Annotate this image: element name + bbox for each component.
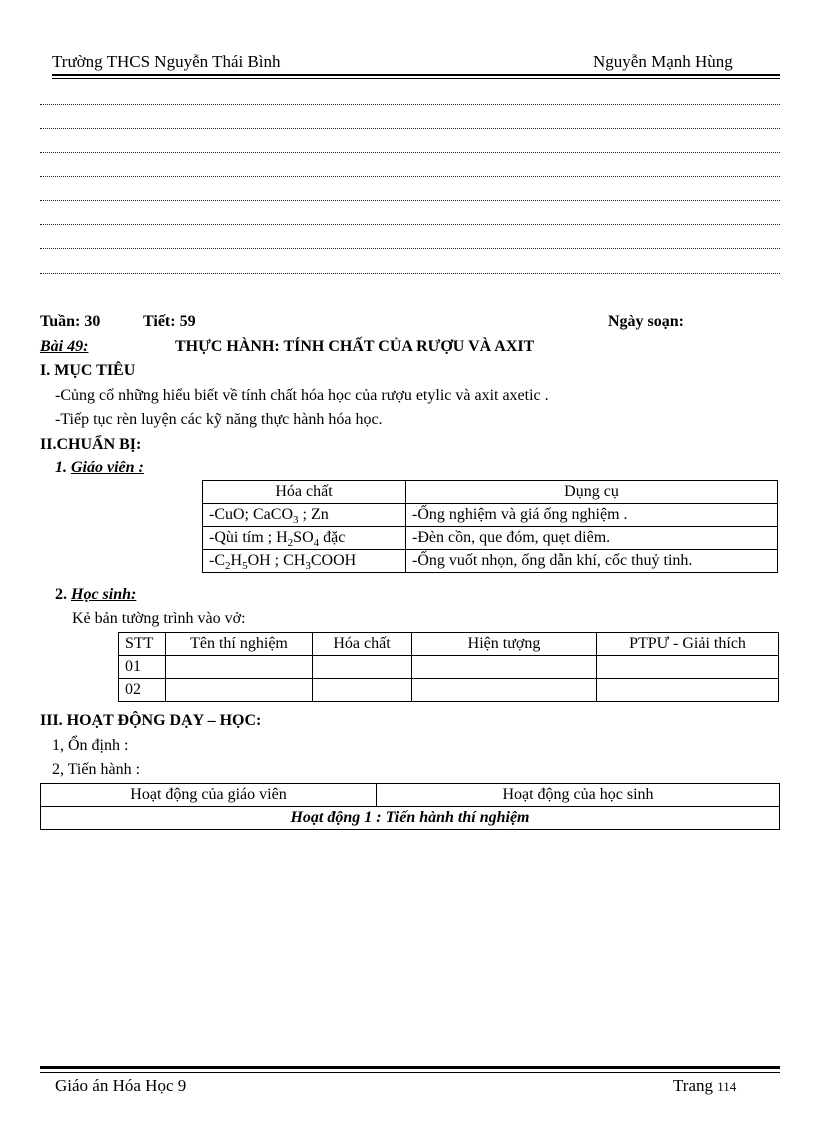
report-header-name: Tên thí nghiệm	[166, 633, 313, 656]
table-row	[203, 550, 778, 573]
activity-header-teacher: Hoạt động của giáo viên	[41, 784, 377, 807]
section1-heading: I. MỤC TIÊU	[40, 362, 136, 379]
week-label: Tuần: 30	[40, 313, 101, 330]
section3-heading: III. HOẠT ĐỘNG DẠY – HỌC:	[40, 712, 262, 729]
dotted-line	[40, 200, 780, 201]
activity-subheading: Hoạt động 1 : Tiến hành thí nghiệm	[41, 807, 780, 830]
report-cell	[412, 656, 597, 679]
student-num: 2.	[55, 586, 67, 603]
report-cell	[166, 679, 313, 702]
report-cell	[412, 679, 597, 702]
dotted-line	[40, 248, 780, 249]
table-row	[203, 527, 778, 550]
footer-page	[673, 1076, 736, 1096]
report-cell	[166, 656, 313, 679]
dotted-line	[40, 104, 780, 105]
section2-heading: II.CHUẨN BỊ:	[40, 436, 142, 453]
header-rule-thin	[52, 78, 780, 79]
report-header-explain: PTPƯ - Giải thích	[597, 633, 779, 656]
prep-header-tools: Dụng cụ	[406, 481, 778, 504]
lesson-code: Bài 49:	[40, 338, 89, 355]
table-row	[203, 504, 778, 527]
period-label: Tiết: 59	[143, 313, 196, 330]
header-rule	[52, 74, 780, 76]
dotted-line	[40, 128, 780, 129]
student-subheading	[55, 585, 136, 605]
dotted-line	[40, 273, 780, 274]
footer-rule	[40, 1066, 780, 1069]
report-header-chem: Hóa chất	[313, 633, 412, 656]
table-row	[119, 656, 779, 679]
footer-page-number: 114	[717, 1079, 737, 1094]
footer-title: Giáo án Hóa Học 9	[55, 1076, 187, 1095]
report-cell	[313, 679, 412, 702]
report-header-stt: STT	[119, 633, 166, 656]
prep-chem-cell: $-C_2H_5OH$ ; $CH_3COOH$	[203, 550, 406, 573]
prep-tools-cell: -Ống nghiệm và giá ống nghiệm .	[406, 504, 778, 527]
activity-header-student: Hoạt động của học sinh	[377, 784, 780, 807]
footer-page-label: Trang	[673, 1076, 713, 1095]
teacher-label: Giáo viên :	[71, 459, 144, 476]
objective-line: -Củng cố những hiểu biết về tính chất hóa học của rượu etylic và axit axetic .	[55, 387, 549, 404]
prep-table	[202, 480, 778, 573]
activity-table	[40, 783, 780, 830]
footer-rule-thin	[40, 1072, 780, 1073]
report-cell	[313, 656, 412, 679]
report-cell	[597, 679, 779, 702]
table-row	[119, 679, 779, 702]
teacher-subheading	[55, 458, 144, 478]
report-header-phenomenon: Hiện tượng	[412, 633, 597, 656]
student-label: Học sinh:	[71, 586, 137, 603]
header-school: Trường THCS Nguyễn Thái Bình	[52, 52, 281, 71]
header-author: Nguyễn Mạnh Hùng	[593, 52, 733, 71]
prep-chem-cell: -CuO; CaCO$_3$ ; Zn	[203, 504, 406, 527]
dotted-line	[40, 152, 780, 153]
report-cell	[597, 656, 779, 679]
student-note: Kẻ bản tường trình vào vở:	[72, 610, 246, 627]
prep-tools-cell: -Đèn cồn, que đóm, quẹt diêm.	[406, 527, 778, 550]
step-line: 1, Ổn định :	[52, 737, 129, 754]
step-line: 2, Tiến hành :	[52, 761, 141, 778]
teacher-num: 1.	[55, 459, 67, 476]
dotted-line	[40, 224, 780, 225]
prep-tools-cell: -Ống vuốt nhọn, ống dẫn khí, cốc thuỷ tinh.	[406, 550, 778, 573]
lesson-title: THỰC HÀNH: TÍNH CHẤT CỦA RƯỢU VÀ AXIT	[175, 338, 535, 355]
report-stt-cell: 02	[119, 679, 166, 702]
prep-chem-cell: -Qùi tím ; $H_2SO_4$ đặc	[203, 527, 406, 550]
dotted-line	[40, 176, 780, 177]
prep-date-label: Ngày soạn:	[608, 313, 685, 330]
prep-header-chem: Hóa chất	[203, 481, 406, 504]
report-table	[118, 632, 779, 702]
report-stt-cell: 01	[119, 656, 166, 679]
objective-line: -Tiếp tục rèn luyện các kỹ năng thực hành hóa học.	[55, 411, 383, 428]
